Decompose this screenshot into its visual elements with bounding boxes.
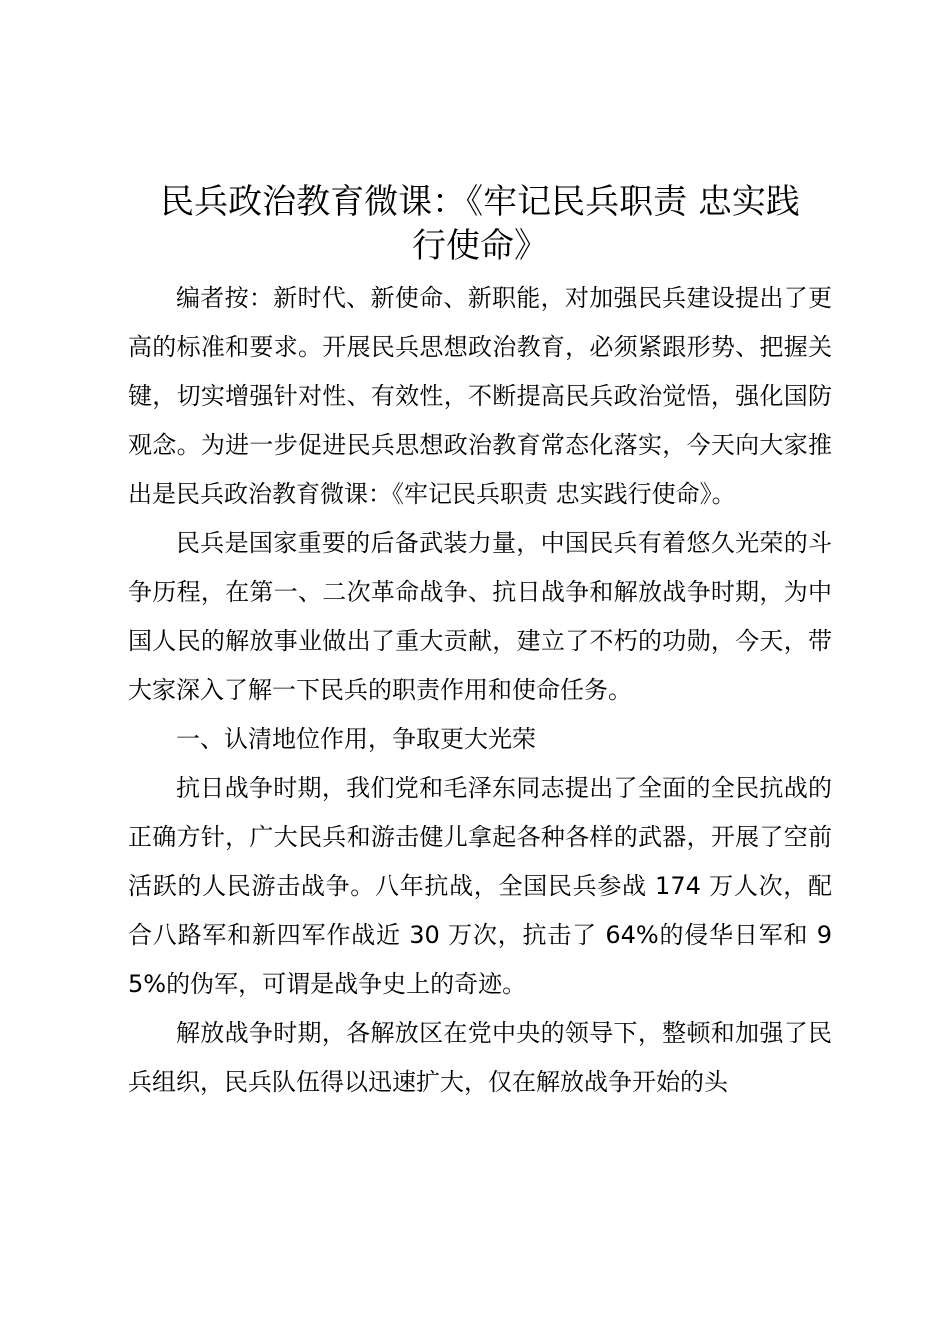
- section-heading: 一、认清地位作用，争取更大光荣: [176, 725, 536, 753]
- title-line-2: 行使命》: [412, 226, 548, 266]
- document-page: [128, 180, 832, 1107]
- document-title: [124, 180, 836, 268]
- section-paragraph-2: 解放战争时期，各解放区在党中央的领导下，整顿和加强了民兵组织，民兵队伍得以迅速扩大，仅在解放战争开始的头: [128, 1019, 832, 1096]
- intro-paragraph: 民兵是国家重要的后备武装力量，中国民兵有着悠久光荣的斗争历程，在第一、二次革命战争、抗日战争和解放战争时期，为中国人民的解放事业做出了重大贡献，建立了不朽的功勋，今天，带大家深入了解一下民兵的职责作用和使命任务。: [128, 529, 832, 704]
- document-body: [128, 274, 832, 1107]
- title-line-1: 民兵政治教育微课：《牢记民兵职责 忠实践: [160, 182, 800, 222]
- section-paragraph-1: 抗日战争时期，我们党和毛泽东同志提出了全面的全民抗战的正确方针，广大民兵和游击健儿拿起各种各样的武器，开展了空前活跃的人民游击战争。八年抗战，全国民兵参战 174 万人次，配合八路军和新四军作战近 30 万次，抗击了 64%的侵华日军和 95%的伪军，可谓是战争史上的奇迹。: [128, 774, 832, 998]
- editor-note-paragraph: 编者按：新时代、新使命、新职能，对加强民兵建设提出了更高的标准和要求。开展民兵思想政治教育，必须紧跟形势、把握关键，切实增强针对性、有效性，不断提高民兵政治觉悟，强化国防观念。为进一步促进民兵思想政治教育常态化落实，今天向大家推出是民兵政治教育微课：《牢记民兵职责 忠实践行使命》。: [128, 284, 832, 508]
